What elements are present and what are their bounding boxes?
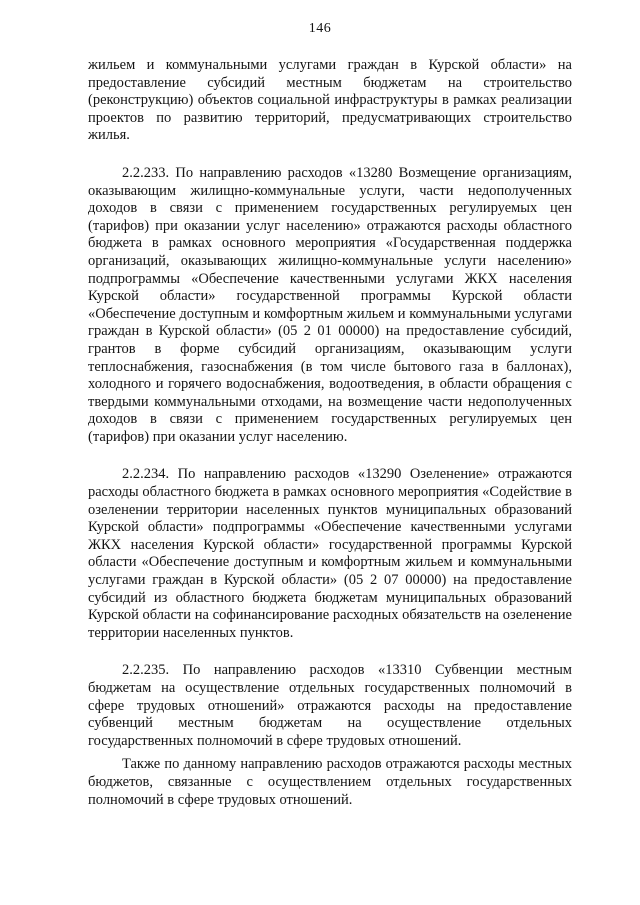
paragraph-continuation: жильем и коммунальными услугами граждан в Курской области» на предоставление субсидий местным бюджетам на строительство (реконструкцию) объектов социальной инфраструктуры в рамках реализации проектов по развитию территорий, предусматривающих строительство жилья. xyxy=(88,57,572,144)
paragraph-2-2-235: 2.2.235. По направлению расходов «13310 Субвенции местным бюджетам на осуществление отдельных государственных полномочий в сфере трудовых отношений» отражаются расходы на предоставление субвенций местным бюджетам на осуществление отдельных государственных полномочий в сфере трудовых отношений. xyxy=(88,662,572,749)
paragraph-2-2-235-additional: Также по данному направлению расходов отражаются расходы местных бюджетов, связанные с осуществлением отдельных государственных полномочий в сфере трудовых отношений. xyxy=(88,756,572,808)
page-number: 146 xyxy=(308,21,332,36)
paragraph-2-2-233: 2.2.233. По направлению расходов «13280 Возмещение организациям, оказывающим жилищно-коммунальные услуги, части недополученных доходов в связи с применением государственных регулируемых цен (тарифов) при оказании услуг населению» отражаются расходы областного бюджета в рамках основного мероприятия «Государственная поддержка организаций, оказывающих жилищно-коммунальные услуги населению» подпрограммы «Обеспечение качественными услугами ЖКХ населения Курской области» государственной программы Курской области «Обеспечение доступным и комфортным жильем и коммунальными услугами граждан в Курской области» (05 2 01 00000) на предоставление субсидий, грантов в форме субсидий организациям, оказывающим услуги теплоснабжения, газоснабжения (в том числе бытового газа в баллонах), холодного и горячего водоснабжения, водоотведения, в области обращения с твердыми коммунальными отходами, на возмещение части недополученных доходов в связи с применением государственных регулируемых цен (тарифов) при оказании услуг населению. xyxy=(88,164,572,445)
paragraph-2-2-234: 2.2.234. По направлению расходов «13290 Озеленение» отражаются расходы областного бюджета в рамках основного мероприятия «Содействие в озеленении территории населенных пунктов муниципальных образований Курской области» подпрограммы «Обеспечение качественными услугами ЖКХ населения Курской области» государственной программы Курской области «Обеспечение доступным и комфортным жильем и коммунальными услугами граждан в Курской области» (05 2 07 00000) на предоставление субсидий из областного бюджета бюджетам муниципальных образований Курской области на софинансирование расходных обязательств на озеленение территории населенных пунктов. xyxy=(88,466,572,641)
document-body xyxy=(88,57,572,809)
